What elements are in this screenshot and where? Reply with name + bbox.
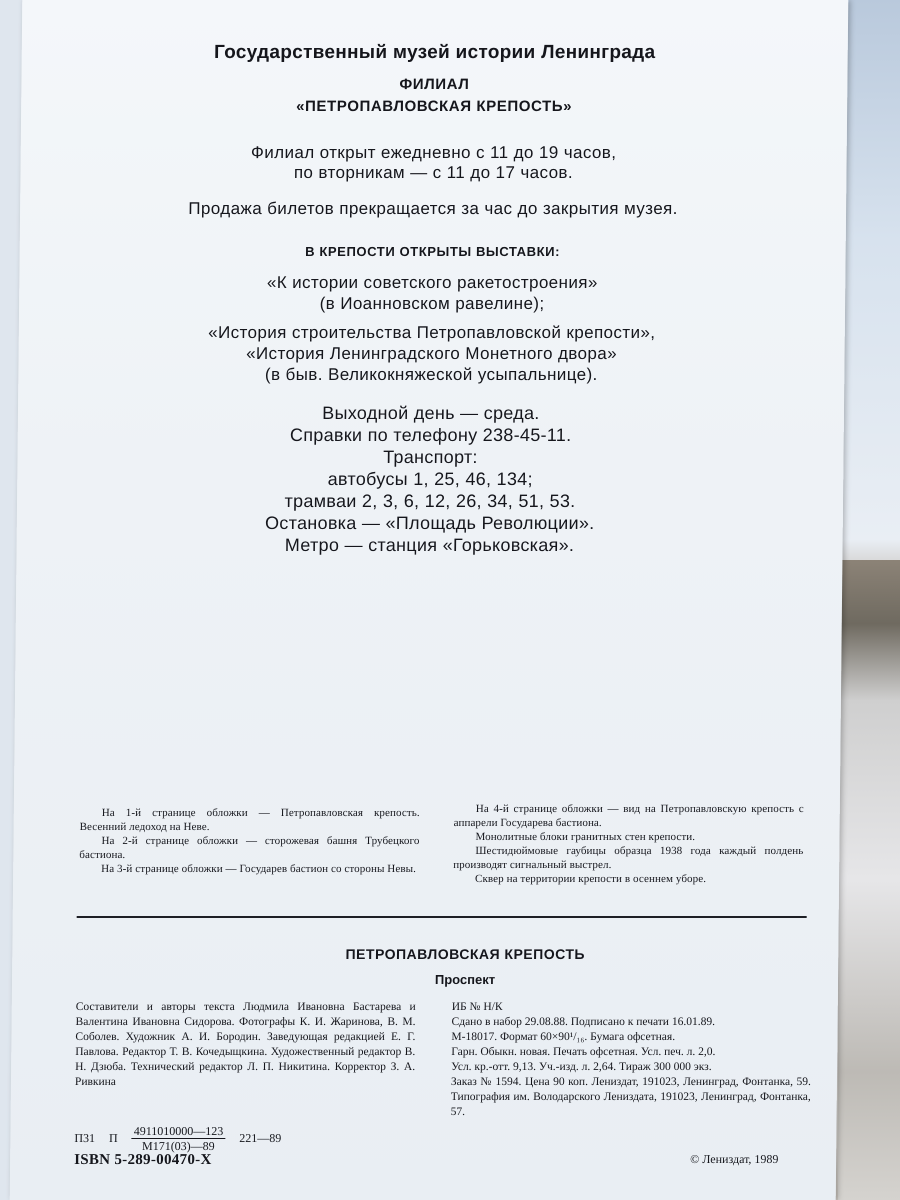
pub-line: ИБ № Н/К [451,1001,503,1013]
imprint-subtitle: Проспект [434,972,496,987]
code-denominator: М171(03)—89 [141,1139,215,1153]
pub-line: Заказ № 1594. Цена 90 коп. Лениздат, 191023, Ленинград, Фонтанка, 59. Типография им. Володарского Лениздата, 191023, Ленинград, Фонтанка, 57. [450,1076,812,1118]
code-suffix: 221—89 [239,1131,282,1145]
catalog-code [74,1124,281,1153]
exhibition-line: (в Иоанновском равелине); [319,294,545,313]
phone-info: Справки по телефону 238-45-11. [289,425,572,445]
isbn: ISBN 5-289-00470-X [74,1152,212,1168]
exhibition-line: (в быв. Великокняжеской усыпальнице). [264,365,598,384]
exhibition-line: «К истории советского ракетостроения» [266,273,598,292]
hours-line-1: Филиал открыт ежедневно с 11 до 19 часов, [250,143,617,162]
caption-item: Монолитные блоки гранитных стен крепости. [475,831,696,843]
tickets-note: Продажа билетов прекращается за час до закрытия музея. [188,199,678,218]
code-prefix: П31 [74,1131,96,1145]
pub-line: Усл. кр.-отт. 9,13. Уч.-изд. л. 2,64. Тираж 300 000 экз. [451,1061,712,1073]
pub-line: Сдано в набор 29.08.88. Подписано к печати 16.01.89. [451,1016,716,1028]
branch-label: ФИЛИАЛ [399,76,470,93]
imprint-credits: Составители и авторы текста Людмила Ивановна Бастарева и Валентина Ивановна Сидорова. Фотографы К. И. Жаринова, В. М. Соболев. Художник А. И. Бородин. Заведующая редакцией Е. Г. Павлова. Редактор Т. В. Кочедыщкина. Художественный редактор В. Н. Дзюба. Технический редактор Л. П. Никитина. Корректор З. А. Ривкина [74,1001,416,1088]
pub-line: Гарн. Обыкн. новая. Печать офсетная. Усл. печ. л. 2,0. [451,1046,716,1058]
captions-right [453,802,804,886]
code-letter: П [108,1131,118,1145]
tram-routes: трамваи 2, 3, 6, 12, 26, 34, 51, 53. [284,491,576,511]
exhibition-line: «История строительства Петропавловской крепости», [208,323,656,342]
code-numerator: 4911010000—123 [132,1124,226,1139]
hours-line-2: по вторникам — с 11 до 17 часов. [293,163,574,182]
exhibition-line: «История Ленинградского Монетного двора» [246,344,618,363]
captions-left [79,806,420,876]
stop-name: Остановка — «Площадь Революции». [264,513,595,533]
metro-station: Метро — станция «Горьковская». [284,535,575,555]
exhibitions-heading: В КРЕПОСТИ ОТКРЫТЫ ВЫСТАВКИ: [305,244,561,259]
caption-item: Шестидюймовые гаубицы образца 1938 года каждый полдень производят сигнальный выстрел. [453,845,804,871]
caption-item: На 4-й странице обложки — вид на Петропавловскую крепость с аппарели Государева бастиона. [453,803,804,829]
pub-line: М-18017. Формат 60×90¹/₁₆. Бумага офсетная. [451,1031,676,1043]
caption-item: На 3-й странице обложки — Государев бастион со стороны Невы. [101,863,417,875]
copyright: © Лениздат, 1989 [690,1152,779,1166]
museum-title: Государственный музей истории Ленинграда [213,42,656,63]
publication-data [451,1000,812,1120]
closed-day: Выходной день — среда. [322,403,540,423]
branch-name: «ПЕТРОПАВЛОВСКАЯ КРЕПОСТЬ» [296,98,573,115]
bus-routes: автобусы 1, 25, 46, 134; [327,469,533,489]
code-fraction [132,1124,226,1153]
cover-photo-edge [838,560,900,1200]
brochure-page [10,0,849,1200]
caption-item: На 1-й странице обложки — Петропавловская крепость. Весенний ледоход на Неве. [79,807,420,833]
caption-item: На 2-й странице обложки — сторожевая башня Трубецкого бастиона. [79,835,420,861]
caption-item: Сквер на территории крепости в осеннем уборе. [475,873,707,885]
divider [77,916,807,918]
imprint-title: ПЕТРОПАВЛОВСКАЯ КРЕПОСТЬ [345,946,586,962]
transport-label: Транспорт: [383,447,478,467]
